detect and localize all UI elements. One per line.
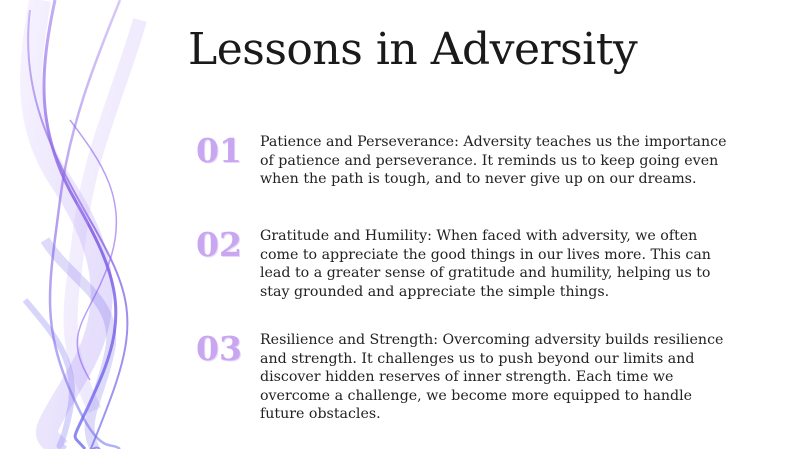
- item-number-3: 03: [196, 329, 242, 368]
- purple-smoke-decoration: [0, 0, 200, 449]
- item-number-1: 01: [196, 131, 242, 170]
- item-text-1: Patience and Perseverance: Adversity teaches us the importance of patience and perseverance. It reminds us to keep going even when the path is tough, and to never give up on our dreams.: [260, 134, 727, 187]
- item-text-2: Gratitude and Humility: When faced with adversity, we often come to appreciate the good things in our lives more. This can lead to a greater sense of gratitude and humility, helping us to stay grounded and appreciate the simple things.: [260, 228, 711, 300]
- slide-title: Lessons in Adversity: [188, 24, 638, 75]
- item-text-3: Resilience and Strength: Overcoming adversity builds resilience and strength. It challenges us to push beyond our limits and discover hidden reserves of inner strength. Each time we overcome a challenge, we become more equipped to handle future obstacles.: [260, 332, 724, 422]
- item-number-2: 02: [196, 225, 242, 264]
